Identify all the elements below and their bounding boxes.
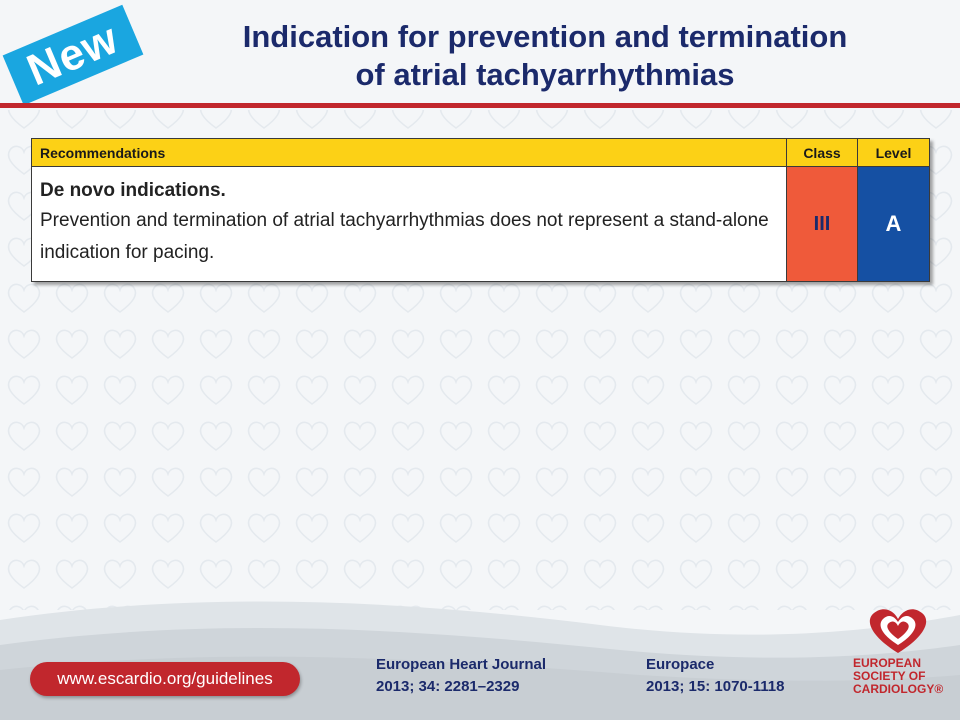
guidelines-url-link[interactable]: www.escardio.org/guidelines	[30, 662, 300, 696]
title-line-1: Indication for prevention and termination	[242, 19, 848, 54]
journal-citation-europace	[646, 654, 784, 698]
recommendation-cell	[32, 167, 787, 282]
page-title	[150, 18, 940, 94]
level-cell: A	[858, 167, 930, 282]
esc-logo-line-1: EUROPEAN	[853, 656, 922, 670]
esc-logo-line-3: CARDIOLOGY®	[853, 682, 944, 696]
table-row	[32, 167, 930, 282]
journal-name: European Heart Journal	[376, 656, 547, 673]
journal-citation: 2013; 34: 2281–2329	[376, 678, 520, 695]
journal-citation: 2013; 15: 1070-1118	[646, 678, 785, 695]
esc-logo-line-2: SOCIETY OF	[853, 669, 926, 683]
table-header-row	[32, 139, 930, 167]
header-level: Level	[858, 139, 930, 167]
header-recommendations: Recommendations	[32, 139, 787, 167]
journal-citation-ehj	[376, 654, 546, 698]
recommendations-table	[31, 138, 930, 282]
title-line-2: of atrial tachyarrhythmias	[355, 57, 735, 92]
esc-logo-text	[853, 657, 953, 696]
new-badge: New	[3, 5, 144, 106]
title-divider	[0, 103, 960, 108]
recommendation-heading: De novo indications.	[40, 180, 226, 201]
header-class: Class	[787, 139, 858, 167]
journal-name: Europace	[646, 656, 715, 673]
recommendation-text: Prevention and termination of atrial tachyarrhythmias does not represent a stand-alone indication for pacing.	[40, 210, 769, 263]
class-cell: III	[787, 167, 858, 282]
